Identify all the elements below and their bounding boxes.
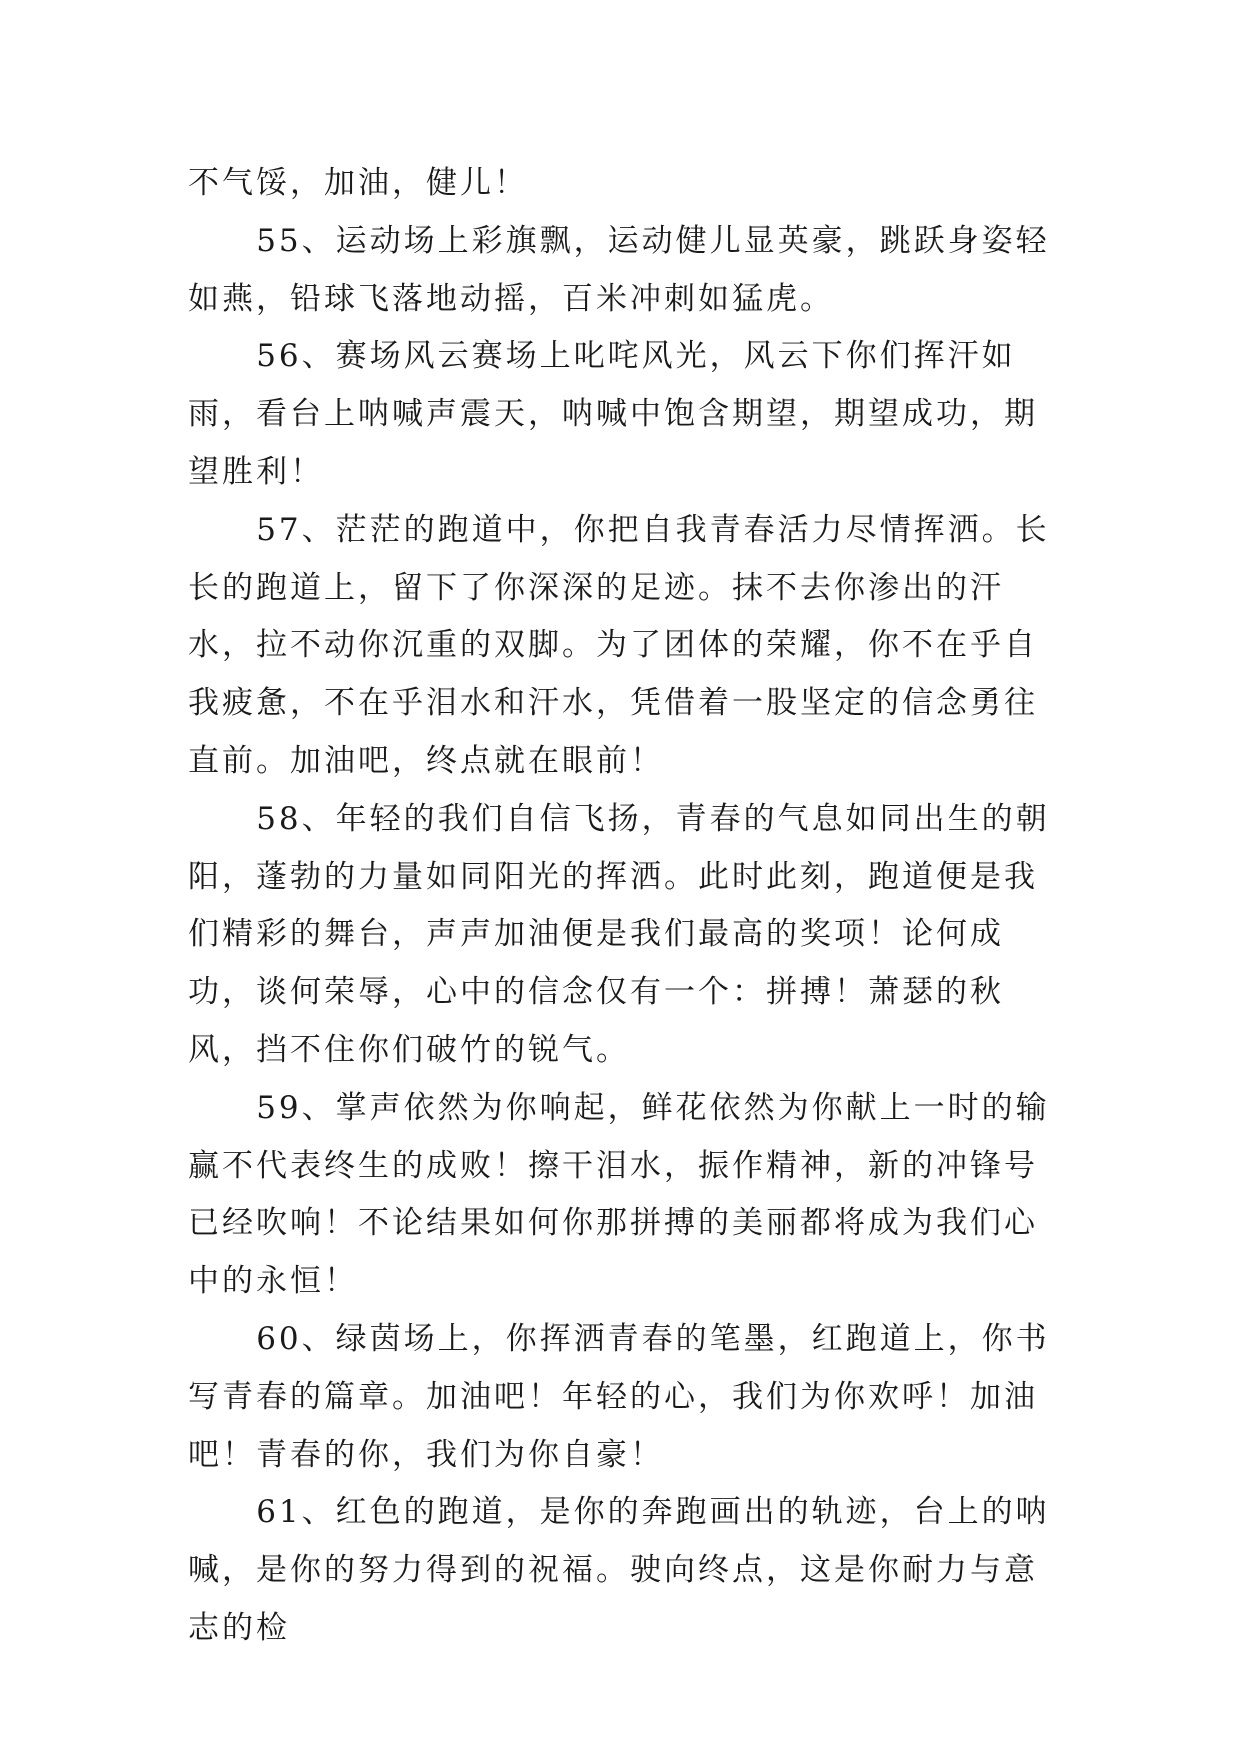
paragraph-56: 56、赛场风云赛场上叱咤风光，风云下你们挥汗如雨，看台上呐喊声震天，呐喊中饱含期望，期望成功，期望胜利！	[188, 338, 1038, 490]
paragraph-57: 57、茫茫的跑道中，你把自我青春活力尽情挥洒。长长的跑道上，留下了你深深的足迹。抹不去你渗出的汗水，拉不动你沉重的双脚。为了团体的荣耀，你不在乎自我疲惫，不在乎泪水和汗水，凭借着一股坚定的信念勇往直前。加油吧，终点就在眼前！	[188, 511, 1050, 779]
paragraph-61: 61、红色的跑道，是你的奔跑画出的轨迹，台上的呐喊，是你的努力得到的祝福。驶向终点，这是你耐力与意志的检	[188, 1494, 1050, 1646]
paragraph-60: 60、绿茵场上，你挥洒青春的笔墨，红跑道上，你书写青春的篇章。加油吧！年轻的心，我们为你欢呼！加油吧！青春的你，我们为你自豪！	[188, 1320, 1050, 1473]
paragraph-58: 58、年轻的我们自信飞扬，青春的气息如同出生的朝阳，蓬勃的力量如同阳光的挥洒。此时此刻，跑道便是我们精彩的舞台，声声加油便是我们最高的奖项！论何成功，谈何荣辱，心中的信念仅有一个：拼搏！萧瑟的秋风，挡不住你们破竹的锐气。	[188, 800, 1050, 1068]
paragraph-59: 59、掌声依然为你响起，鲜花依然为你献上一时的输赢不代表终生的成败！擦干泪水，振作精神，新的冲锋号已经吹响！不论结果如何你那拼搏的美丽都将成为我们心中的永恒！	[188, 1089, 1050, 1300]
document-body	[188, 155, 1068, 1658]
paragraph-55: 55、运动场上彩旗飘，运动健儿显英豪，跳跃身姿轻如燕，铅球飞落地动摇，百米冲刺如猛虎。	[188, 222, 1050, 317]
paragraph-continuation: 不气馁，加油，健儿！	[188, 165, 528, 201]
